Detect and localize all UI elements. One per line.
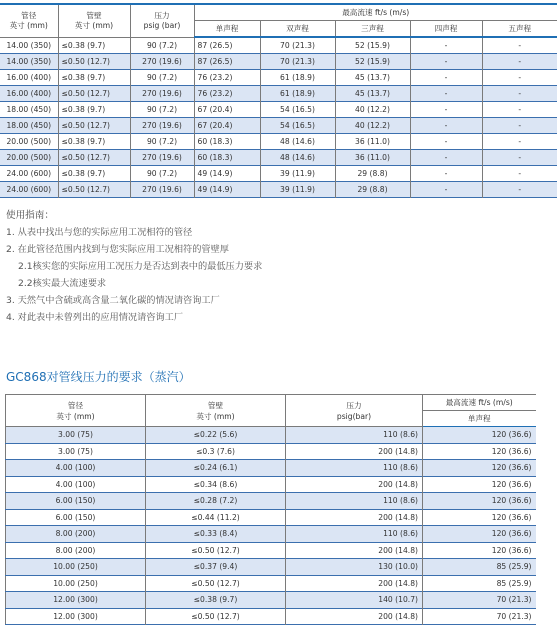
table-cell: 60 (18.3) — [194, 134, 260, 150]
header-pressure: 压力 psig (bar) — [130, 4, 194, 37]
header-traverse-5: 五声程 — [482, 21, 557, 38]
table-cell: 54 (16.5) — [260, 118, 335, 134]
table-row — [6, 559, 536, 576]
usage-guide — [6, 207, 546, 326]
table-cell: 12.00 (300) — [6, 608, 146, 625]
table-cell: - — [482, 118, 557, 134]
table-cell: 85 (25.9) — [423, 575, 536, 592]
guide-item-1: 1. 从表中找出与您的实际应用工况相符的管径 — [6, 227, 193, 238]
table-cell: - — [482, 102, 557, 118]
table-cell: 60 (18.3) — [194, 150, 260, 166]
table-cell: 70 (21.3) — [260, 54, 335, 70]
table-cell: 110 (8.6) — [286, 526, 423, 543]
table-cell: 120 (36.6) — [423, 460, 536, 477]
table-cell: 40 (12.2) — [335, 118, 410, 134]
table-cell: 110 (8.6) — [286, 493, 423, 510]
table-cell: ≤0.50 (12.7) — [146, 608, 286, 625]
table-cell: ≤0.38 (9.7) — [58, 134, 130, 150]
table-row — [0, 182, 557, 198]
table-cell: - — [482, 37, 557, 54]
table-cell: 70 (21.3) — [423, 608, 536, 625]
table-cell: 90 (7.2) — [130, 166, 194, 182]
table-cell: - — [410, 182, 482, 198]
table-cell: 14.00 (350) — [0, 37, 58, 54]
steam-header-pressure: 压力 psig(bar) — [286, 395, 423, 427]
table-cell: 67 (20.4) — [194, 118, 260, 134]
table-cell: 70 (21.3) — [423, 592, 536, 609]
table-cell: 48 (14.6) — [260, 150, 335, 166]
table-cell: ≤0.50 (12.7) — [146, 575, 286, 592]
table-cell: ≤0.38 (9.7) — [58, 166, 130, 182]
table-row — [0, 86, 557, 102]
table-row — [6, 443, 536, 460]
table-cell: 200 (14.8) — [286, 509, 423, 526]
table-row — [0, 102, 557, 118]
table-cell: ≤0.38 (9.7) — [146, 592, 286, 609]
table-cell: 270 (19.6) — [130, 54, 194, 70]
table-cell: ≤0.44 (11.2) — [146, 509, 286, 526]
table-cell: 200 (14.8) — [286, 443, 423, 460]
table-cell: 48 (14.6) — [260, 134, 335, 150]
table-cell: ≤0.24 (6.1) — [146, 460, 286, 477]
table-cell: 90 (7.2) — [130, 70, 194, 86]
table-cell: 45 (13.7) — [335, 70, 410, 86]
table-cell: - — [482, 86, 557, 102]
header-traverse-2: 双声程 — [260, 21, 335, 38]
steam-section-title: GC868对管线压力的要求（蒸汽） — [6, 370, 191, 384]
table-cell: 52 (15.9) — [335, 54, 410, 70]
table-cell: - — [410, 134, 482, 150]
table-cell: 90 (7.2) — [130, 102, 194, 118]
table-cell: 120 (36.6) — [423, 443, 536, 460]
table-cell: - — [410, 70, 482, 86]
table-cell: - — [410, 102, 482, 118]
table-cell: 120 (36.6) — [423, 509, 536, 526]
table-row — [6, 542, 536, 559]
table-cell: ≤0.50 (12.7) — [58, 54, 130, 70]
table-cell: - — [482, 150, 557, 166]
table-cell: - — [410, 86, 482, 102]
guide-item-2: 2. 在此管径范围内找到与您实际应用工况相符的管壁厚 — [6, 244, 229, 255]
table-cell: 18.00 (450) — [0, 118, 58, 134]
gas-pressure-table — [0, 3, 557, 198]
table-cell: ≤0.38 (9.7) — [58, 70, 130, 86]
table-cell: 8.00 (200) — [6, 542, 146, 559]
header-traverse-3: 三声程 — [335, 21, 410, 38]
table-row — [0, 150, 557, 166]
table-cell: 18.00 (450) — [0, 102, 58, 118]
table-row — [6, 592, 536, 609]
table-cell: 29 (8.8) — [335, 166, 410, 182]
table-cell: 24.00 (600) — [0, 166, 58, 182]
header-traverse-1: 单声程 — [194, 21, 260, 38]
header-traverse-4: 四声程 — [410, 21, 482, 38]
table-cell: 120 (36.6) — [423, 493, 536, 510]
table-cell: 49 (14.9) — [194, 182, 260, 198]
table-cell: 61 (18.9) — [260, 86, 335, 102]
header-pipe-size: 管径 英寸 (mm) — [0, 4, 58, 37]
table-cell: ≤0.50 (12.7) — [58, 86, 130, 102]
table-row — [6, 460, 536, 477]
table-cell: 120 (36.6) — [423, 542, 536, 559]
table-row — [6, 476, 536, 493]
usage-guide-title: 使用指南： — [6, 210, 54, 221]
steam-header-max-flow: 最高流速 ft/s (m/s) — [423, 395, 536, 411]
table-cell: - — [482, 182, 557, 198]
steam-table-body — [6, 427, 536, 625]
table-row — [6, 575, 536, 592]
table-cell: 14.00 (350) — [0, 54, 58, 70]
table-cell: 39 (11.9) — [260, 182, 335, 198]
table-cell: 6.00 (150) — [6, 509, 146, 526]
table-row — [0, 134, 557, 150]
table-cell: 130 (10.0) — [286, 559, 423, 576]
table-cell: ≤0.33 (8.4) — [146, 526, 286, 543]
table-cell: 200 (14.8) — [286, 476, 423, 493]
table-cell: ≤0.50 (12.7) — [58, 182, 130, 198]
table-cell: ≤0.37 (9.4) — [146, 559, 286, 576]
guide-item-4: 4. 对此表中未曾列出的应用情况请咨询工厂 — [6, 312, 184, 323]
table-cell: 76 (23.2) — [194, 70, 260, 86]
table-cell: 270 (19.6) — [130, 118, 194, 134]
table-cell: 61 (18.9) — [260, 70, 335, 86]
table-cell: 120 (36.6) — [423, 427, 536, 444]
table-cell: 16.00 (400) — [0, 86, 58, 102]
table-cell: 70 (21.3) — [260, 37, 335, 54]
table-cell: 90 (7.2) — [130, 134, 194, 150]
table-cell: 140 (10.7) — [286, 592, 423, 609]
table-cell: 110 (8.6) — [286, 460, 423, 477]
table-cell: 120 (36.6) — [423, 526, 536, 543]
table-cell: ≤0.50 (12.7) — [146, 542, 286, 559]
table-cell: 4.00 (100) — [6, 476, 146, 493]
table-cell: ≤0.50 (12.7) — [58, 118, 130, 134]
table-cell: 4.00 (100) — [6, 460, 146, 477]
table-cell: 270 (19.6) — [130, 182, 194, 198]
table-cell: 270 (19.6) — [130, 150, 194, 166]
table-cell: 36 (11.0) — [335, 134, 410, 150]
table-row — [0, 118, 557, 134]
guide-item-2-1: 2.1核实您的实际应用工况压力是否达到表中的最低压力要求 — [18, 261, 263, 272]
table-cell: 87 (26.5) — [194, 37, 260, 54]
table-cell: - — [410, 118, 482, 134]
table-cell: 39 (11.9) — [260, 166, 335, 182]
guide-item-3: 3. 天然气中含硫或高含量二氧化碳的情况请咨询工厂 — [6, 295, 220, 306]
table-cell: ≤0.50 (12.7) — [58, 150, 130, 166]
table-cell: - — [482, 134, 557, 150]
table-cell: 10.00 (250) — [6, 559, 146, 576]
table-cell: 120 (36.6) — [423, 476, 536, 493]
table-cell: 200 (14.8) — [286, 542, 423, 559]
table-cell: ≤0.38 (9.7) — [58, 102, 130, 118]
header-max-flow: 最高流速 ft/s (m/s) — [194, 4, 557, 21]
table-row — [6, 526, 536, 543]
table-cell: 12.00 (300) — [6, 592, 146, 609]
table-row — [0, 166, 557, 182]
table-cell: 3.00 (75) — [6, 443, 146, 460]
steam-pressure-table — [5, 394, 536, 625]
table-cell: 54 (16.5) — [260, 102, 335, 118]
table-row — [6, 427, 536, 444]
table-cell: ≤0.22 (5.6) — [146, 427, 286, 444]
table-cell: 85 (25.9) — [423, 559, 536, 576]
table-cell: ≤0.3 (7.6) — [146, 443, 286, 460]
table-cell: 6.00 (150) — [6, 493, 146, 510]
table-cell: 110 (8.6) — [286, 427, 423, 444]
table-cell: 20.00 (500) — [0, 134, 58, 150]
table-cell: 49 (14.9) — [194, 166, 260, 182]
table-cell: 200 (14.8) — [286, 608, 423, 625]
table-cell: 76 (23.2) — [194, 86, 260, 102]
table-cell: 270 (19.6) — [130, 86, 194, 102]
table-cell: ≤0.28 (7.2) — [146, 493, 286, 510]
table-cell: ≤0.38 (9.7) — [58, 37, 130, 54]
table-row — [0, 37, 557, 54]
table-cell: 29 (8.8) — [335, 182, 410, 198]
table-cell: 36 (11.0) — [335, 150, 410, 166]
table-cell: - — [482, 166, 557, 182]
table-row — [0, 54, 557, 70]
table-row — [0, 70, 557, 86]
table-cell: 200 (14.8) — [286, 575, 423, 592]
table-row — [6, 608, 536, 625]
steam-header-pipe-size: 管径 英寸 (mm) — [6, 395, 146, 427]
header-wall-thickness: 管壁 英寸 (mm) — [58, 4, 130, 37]
table-cell: 67 (20.4) — [194, 102, 260, 118]
table-cell: 10.00 (250) — [6, 575, 146, 592]
table-cell: 3.00 (75) — [6, 427, 146, 444]
guide-item-2-2: 2.2核实最大流速要求 — [18, 278, 107, 289]
table-cell: - — [482, 70, 557, 86]
table-cell: 24.00 (600) — [0, 182, 58, 198]
steam-header-single-traverse: 单声程 — [423, 411, 536, 427]
table-cell: 87 (26.5) — [194, 54, 260, 70]
table-cell: - — [482, 54, 557, 70]
table-cell: 90 (7.2) — [130, 37, 194, 54]
table-cell: ≤0.34 (8.6) — [146, 476, 286, 493]
table-cell: 20.00 (500) — [0, 150, 58, 166]
gas-table-body — [0, 37, 557, 198]
table-row — [6, 509, 536, 526]
table-cell: 8.00 (200) — [6, 526, 146, 543]
table-cell: 52 (15.9) — [335, 37, 410, 54]
table-cell: 45 (13.7) — [335, 86, 410, 102]
table-cell: - — [410, 150, 482, 166]
table-cell: 16.00 (400) — [0, 70, 58, 86]
steam-header-wall-thickness: 管壁 英寸 (mm) — [146, 395, 286, 427]
table-cell: 40 (12.2) — [335, 102, 410, 118]
table-cell: - — [410, 166, 482, 182]
table-row — [6, 493, 536, 510]
table-cell: - — [410, 54, 482, 70]
table-cell: - — [410, 37, 482, 54]
